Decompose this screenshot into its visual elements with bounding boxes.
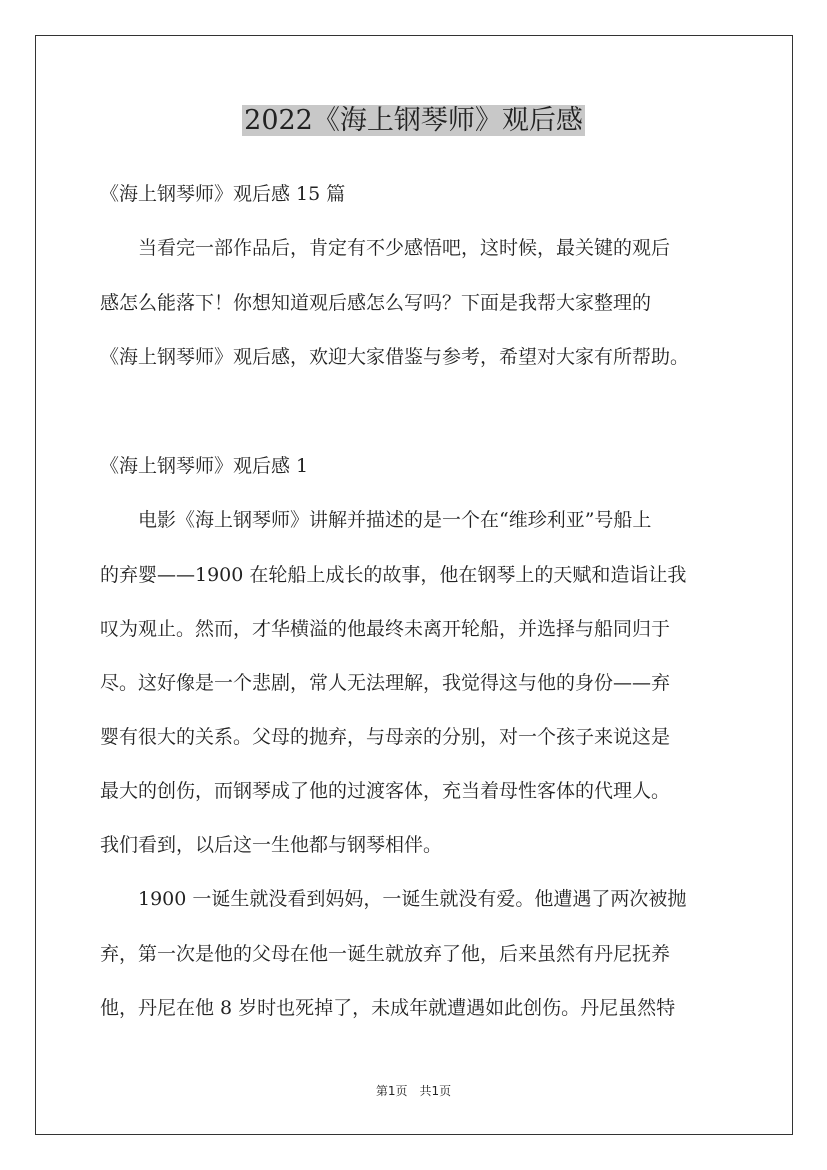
text-line: 叹为观止。然而，才华横溢的他最终未离开轮船，并选择与船同归于 — [100, 618, 671, 640]
text-line: 《海上钢琴师》观后感，欢迎大家借鉴与参考，希望对大家有所帮助。 — [100, 346, 690, 368]
text-line: 尽。这好像是一个悲剧，常人无法理解，我觉得这与他的身份——弃 — [100, 672, 671, 694]
text-line: 我们看到，以后这一生他都与钢琴相伴。 — [100, 834, 443, 856]
text-line: 的弃婴——1900 在轮船上成长的故事，他在钢琴上的天赋和造诣让我 — [100, 564, 687, 586]
text-line: 电影《海上钢琴师》讲解并描述的是一个在“维珍利亚”号船上 — [100, 509, 652, 531]
document-title-text: 2022《海上钢琴师》观后感 — [244, 105, 583, 136]
text-line: 最大的创伤，而钢琴成了他的过渡客体，充当着母性客体的代理人。 — [100, 780, 671, 802]
text-line: 《海上钢琴师》观后感 15 篇 — [100, 183, 346, 205]
page-number: 第1页 共1页 — [375, 1084, 452, 1098]
text-line: 1900 一诞生就没看到妈妈，一诞生就没有爱。他遭遇了两次被抛 — [100, 888, 687, 910]
text-line: 当看完一部作品后，肯定有不少感悟吧，这时候，最关键的观后 — [100, 237, 671, 259]
text-line: 感怎么能落下！你想知道观后感怎么写吗？下面是我帮大家整理的 — [100, 292, 652, 314]
text-line: 婴有很大的关系。父母的抛弃，与母亲的分别，对一个孩子来说这是 — [100, 726, 671, 748]
text-line: 他，丹尼在他 8 岁时也死掉了，未成年就遭遇如此创伤。丹尼虽然特 — [100, 997, 676, 1019]
document-title — [0, 100, 827, 142]
text-line: 《海上钢琴师》观后感 1 — [100, 455, 309, 477]
text-line: 弃，第一次是他的父母在他一诞生就放弃了他，后来虽然有丹尼抚养 — [100, 943, 671, 965]
